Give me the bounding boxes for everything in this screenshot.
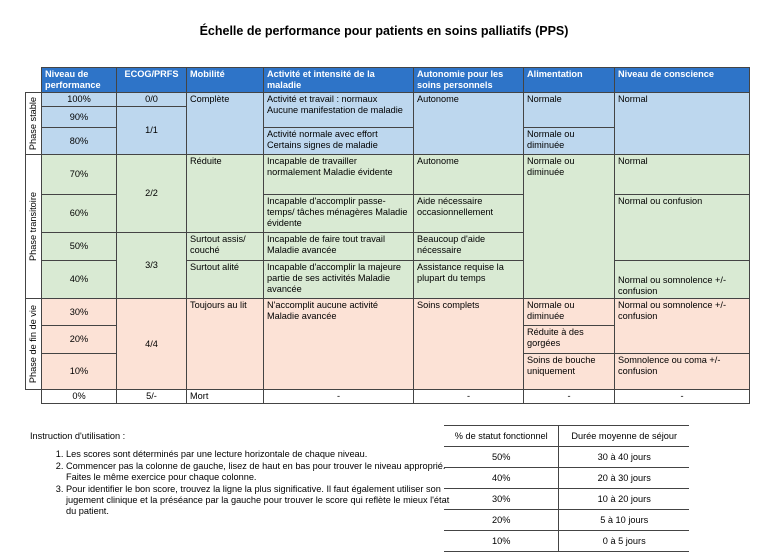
activite-cell: Incapable d'accomplir la majeure partie de ses activités Maladie avancée	[264, 261, 414, 299]
stay-row	[444, 531, 689, 552]
activite-cell: Incapable de travailler normalement Maladie évidente	[264, 155, 414, 195]
activite-cell: -	[264, 390, 414, 404]
autonomie-cell: Beaucoup d'aide nécessaire	[414, 233, 524, 261]
stay-duree: 30 à 40 jours	[559, 447, 689, 468]
autonomie-cell: Autonome	[414, 93, 524, 155]
mobilite-cell: Toujours au lit	[187, 299, 264, 390]
niveau-cell: 50%	[42, 233, 117, 261]
alimentation-cell: Normale ou diminuée	[524, 155, 615, 299]
niveau-cell: 80%	[42, 128, 117, 155]
stay-header-pct: % de statut fonctionnel	[444, 426, 559, 447]
activite-cell: Incapable d'accomplir passe-temps/ tâches ménagères Maladie évidente	[264, 195, 414, 233]
autonomie-cell: Aide nécessaire occasionnellement	[414, 195, 524, 233]
conscience-cell: Normal	[615, 93, 750, 155]
niveau-cell: 60%	[42, 195, 117, 233]
alimentation-cell: Soins de bouche uniquement	[524, 354, 615, 390]
header-niveau: Niveau de performance	[42, 68, 117, 93]
conscience-cell: Normal ou somnolence +/- confusion	[615, 299, 750, 354]
niveau-cell: 20%	[42, 326, 117, 354]
niveau-cell: 30%	[42, 299, 117, 326]
mobilite-cell: Mort	[187, 390, 264, 404]
header-ecog: ECOG/PRFS	[117, 68, 187, 93]
stay-pct: 10%	[444, 531, 559, 552]
table-row	[26, 299, 750, 326]
niveau-cell: 70%	[42, 155, 117, 195]
alimentation-cell: Réduite à des gorgées	[524, 326, 615, 354]
stay-pct: 40%	[444, 468, 559, 489]
header-alimentation: Alimentation	[524, 68, 615, 93]
niveau-cell: 10%	[42, 354, 117, 390]
conscience-cell: -	[615, 390, 750, 404]
mobilite-cell: Surtout alité	[187, 261, 264, 299]
table-row	[26, 155, 750, 195]
instruction-step: 1. Les scores sont déterminés par une lecture horizontale de chaque niveau.	[66, 449, 460, 460]
phase-header-blank	[26, 68, 42, 93]
stay-duree: 5 à 10 jours	[559, 510, 689, 531]
instructions-heading: Instruction d'utilisation :	[30, 431, 126, 441]
stay-row	[444, 489, 689, 510]
phase-stable: Phase stable	[26, 93, 42, 155]
alimentation-cell: -	[524, 390, 615, 404]
alimentation-cell: Normale ou diminuée	[524, 128, 615, 155]
activite-cell: Activité et travail : normaux Aucune manifestation de maladie	[264, 93, 414, 128]
header-autonomie: Autonomie pour les soins personnels	[414, 68, 524, 93]
instructions-list	[46, 449, 460, 518]
alimentation-cell: Normale	[524, 93, 615, 128]
phase-fin-de-vie: Phase de fin de vie	[26, 299, 42, 390]
ecog-cell: 2/2	[117, 155, 187, 233]
ecog-cell: 1/1	[117, 107, 187, 155]
stay-header-row	[444, 426, 689, 447]
ecog-cell: 3/3	[117, 233, 187, 299]
ecog-cell: 5/-	[117, 390, 187, 404]
niveau-cell: 0%	[42, 390, 117, 404]
autonomie-cell: Soins complets	[414, 299, 524, 390]
alimentation-cell: Normale ou diminuée	[524, 299, 615, 326]
instruction-step: 2. Commencer pas la colonne de gauche, lisez de haut en bas pour trouver le niveau approprié. Faites le même exercice pour chaque colonne.	[66, 461, 460, 483]
stay-pct: 20%	[444, 510, 559, 531]
conscience-cell: Normal ou confusion	[615, 195, 750, 261]
niveau-cell: 40%	[42, 261, 117, 299]
niveau-cell: 90%	[42, 107, 117, 128]
mobilite-cell: Surtout assis/ couché	[187, 233, 264, 261]
activite-cell: Incapable de faire tout travail Maladie avancée	[264, 233, 414, 261]
phase-blank	[26, 390, 42, 404]
autonomie-cell: Assistance requise la plupart du temps	[414, 261, 524, 299]
table-row	[26, 390, 750, 404]
activite-cell: Activité normale avec effort Certains signes de maladie	[264, 128, 414, 155]
conscience-cell: Normal ou somnolence +/- confusion	[615, 261, 750, 299]
stay-header-duree: Durée moyenne de séjour	[559, 426, 689, 447]
header-conscience: Niveau de conscience	[615, 68, 750, 93]
phase-transitoire: Phase transitoire	[26, 155, 42, 299]
stay-row	[444, 447, 689, 468]
stay-pct: 50%	[444, 447, 559, 468]
stay-duree: 20 à 30 jours	[559, 468, 689, 489]
table-row	[26, 93, 750, 107]
stay-duree: 0 à 5 jours	[559, 531, 689, 552]
stay-row	[444, 468, 689, 489]
stay-duree: 10 à 20 jours	[559, 489, 689, 510]
header-mobilite: Mobilité	[187, 68, 264, 93]
conscience-cell: Normal	[615, 155, 750, 195]
instruction-step: 3. Pour identifier le bon score, trouvez la ligne la plus significative. Il faut également utiliser son jugement clinique et la préséance par la gauche pour trouver le score qui reflète le mieux l'état du patient.	[66, 484, 460, 517]
header-activite: Activité et intensité de la maladie	[264, 68, 414, 93]
ecog-cell: 0/0	[117, 93, 187, 107]
autonomie-cell: Autonome	[414, 155, 524, 195]
mobilite-cell: Réduite	[187, 155, 264, 233]
mobilite-cell: Complète	[187, 93, 264, 155]
header-row	[26, 68, 750, 93]
autonomie-cell: -	[414, 390, 524, 404]
niveau-cell: 100%	[42, 93, 117, 107]
conscience-cell: Somnolence ou coma +/- confusion	[615, 354, 750, 390]
stay-pct: 30%	[444, 489, 559, 510]
activite-cell: N'accomplit aucune activité Maladie avancée	[264, 299, 414, 390]
page-title: Échelle de performance pour patients en soins palliatifs (PPS)	[199, 24, 569, 38]
pps-table	[25, 67, 750, 404]
ecog-cell: 4/4	[117, 299, 187, 390]
stay-duration-table	[444, 425, 689, 552]
stay-row	[444, 510, 689, 531]
